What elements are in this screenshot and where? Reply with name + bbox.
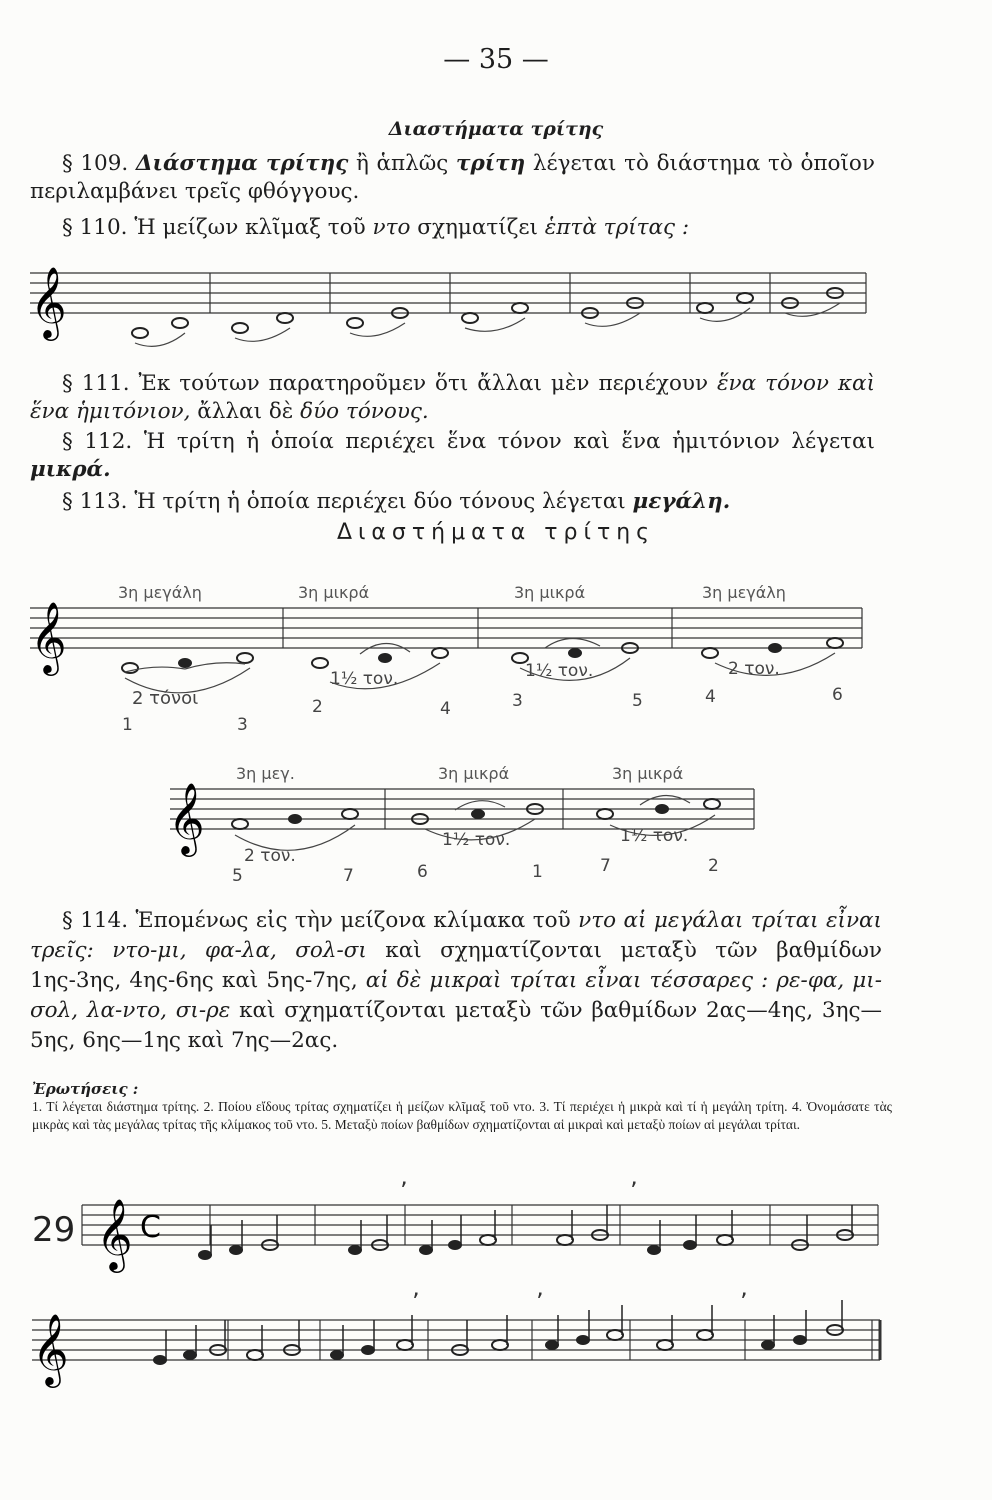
label: 1½ τον. (330, 669, 399, 689)
label: 1½ τον. (525, 661, 594, 681)
degree-number: 5 (232, 866, 243, 886)
text: ἄλλαι δὲ (197, 399, 294, 424)
label: 1½ τον. (620, 826, 689, 846)
breath-mark-icon: ’ (536, 1290, 544, 1316)
degree-number: 5 (632, 691, 643, 711)
degree-number: 4 (440, 699, 451, 719)
label: 3η μεγάλη (118, 583, 202, 602)
page-number: — 35 — (443, 44, 549, 75)
italic-text: ντο αἱ μεγάλαι τρίται εἶναι τρεῖς: ντο-μι, φα-λα, σολ-σι (30, 908, 882, 963)
staff-thirds-row-2 (0, 755, 992, 895)
degree-number: 3 (512, 691, 523, 711)
text: καὶ σχηματίζονται μεταξὺ τῶν βαθμίδων 1ης-3ης, 4ης-6ης καὶ 5ης-7ης, (30, 938, 882, 993)
treble-clef-icon: 𝄞 (30, 600, 67, 673)
staff-thirds-row-1 (0, 572, 992, 752)
section-sign: § 111. (62, 371, 130, 396)
treble-clef-icon: 𝄞 (32, 1312, 69, 1385)
staff-seven-thirds (0, 255, 992, 365)
exercise-number: 29 (32, 1210, 76, 1250)
section-sign: § 112. (62, 429, 133, 454)
label: 1½ τον. (442, 830, 511, 850)
questions-title: Ἐρωτήσεις : (32, 1080, 139, 1098)
label: 3η μικρά (514, 583, 586, 602)
degree-number: 3 (237, 715, 248, 735)
section-sign: § 113. (62, 489, 128, 514)
degree-number: 6 (832, 685, 843, 705)
degree-number: 2 (708, 856, 719, 876)
degree-number: 7 (343, 866, 354, 886)
label: 2 τον. (728, 659, 780, 679)
table-heading: Διαστήματα τρίτης (336, 520, 656, 545)
paragraph-114 (30, 906, 882, 1056)
degree-number: 4 (705, 687, 716, 707)
label: 3η μικρά (298, 583, 370, 602)
section-heading: Διαστήματα τρίτης (388, 118, 604, 140)
section-sign: § 114. (62, 908, 129, 933)
text: σχηματίζει (417, 215, 538, 240)
text: Ἑπομένως εἰς τὴν μείζονα κλίμακα τοῦ (135, 908, 571, 933)
breath-mark-icon: ’ (400, 1177, 408, 1205)
italic-text: ντο (372, 215, 411, 240)
label: 2 τον. (244, 846, 296, 866)
treble-clef-icon: 𝄞 (30, 265, 67, 338)
italic-text: δύο τόνους. (300, 399, 429, 424)
paragraph-111 (30, 370, 875, 426)
treble-clef-icon: 𝄞 (96, 1197, 133, 1270)
term: μικρά. (30, 457, 111, 482)
text: καὶ σχηματίζονται μεταξὺ τῶν βαθμίδων 2ας—4ης, 3ης—5ης, 6ης—1ης καὶ 7ης—2ας. (30, 998, 882, 1053)
degree-number: 7 (600, 856, 611, 876)
text: λέγεται τὸ διάστημα τὸ ὁποῖον περιλαμβάνει τρεῖς φθόγγους. (30, 151, 875, 204)
text: Ἡ τρίτη ἡ ὁποία περιέχει ἕνα τόνον καὶ ἕνα ἡμιτόνιον λέγεται (143, 429, 875, 454)
paragraph-113 (30, 488, 875, 516)
term: τρίτη (455, 151, 526, 176)
questions-text: 1. Τί λέγεται διάστημα τρίτης. 2. Ποίου εἴδους τρίτας σχηματίζει ἡ μείζων κλῖμαξ τοῦ ντο. 3. Τί περιέχει ἡ μικρὰ καὶ τί ἡ μεγάλη τρίτη. 4. Ὀνομάσατε τὰς μικρὰς καὶ τὰς μεγάλας τρίτας τῆς κλίμακος τοῦ ντο. 5. Μεταξὺ ποίων βαθμίδων σχηματίζονται αἱ μικραὶ καὶ μεταξὺ ποίων αἱ μεγάλαι τρίται. (32, 1099, 892, 1132)
term: μεγάλη. (632, 489, 731, 514)
time-signature: C (140, 1210, 161, 1245)
breath-mark-icon: ’ (630, 1177, 638, 1205)
breath-mark-icon: ’ (740, 1290, 748, 1316)
label: 3η μικρά (612, 764, 684, 783)
label: 3η μεγ. (236, 764, 295, 783)
text: Ἐκ τούτων παρατηροῦμεν ὅτι ἄλλαι μὲν περιέχουν (138, 371, 709, 396)
breath-mark-icon: ’ (412, 1290, 420, 1316)
degree-number: 1 (532, 862, 543, 882)
label: 3η μεγάλη (702, 583, 786, 602)
italic-text: ἑπτὰ τρίτας : (544, 215, 690, 240)
text: Ἡ μείζων κλῖμαξ τοῦ (134, 215, 366, 240)
text: Ἡ τρίτη ἡ ὁποία περιέχει δύο τόνους λέγεται (134, 489, 626, 514)
section-sign: § 109. (62, 151, 129, 176)
section-sign: § 110. (62, 215, 128, 240)
exercise-staff-2 (0, 1290, 992, 1410)
paragraph-109 (30, 150, 875, 206)
paragraph-112 (30, 428, 875, 484)
italic-text: αἱ δὲ μικραὶ τρίται εἶναι τέσσαρες : ρε-φα, μι-σολ, λα-ντο, σι-ρε (30, 968, 882, 1023)
paragraph-110 (30, 214, 875, 242)
degree-number: 2 (312, 697, 323, 717)
label: 3η μικρά (438, 764, 510, 783)
degree-number: 1 (122, 715, 133, 735)
italic-text: ἕνα τόνον καὶ ἕνα ἡμιτόνιον, (30, 371, 876, 424)
text: ἢ ἁπλῶς (356, 151, 449, 176)
treble-clef-icon: 𝄞 (168, 781, 205, 854)
degree-number: 6 (417, 862, 428, 882)
term: Διάστημα τρίτης (135, 151, 349, 176)
exercise-staff-1 (0, 1175, 992, 1285)
label: 2 τόνοι (132, 688, 199, 709)
